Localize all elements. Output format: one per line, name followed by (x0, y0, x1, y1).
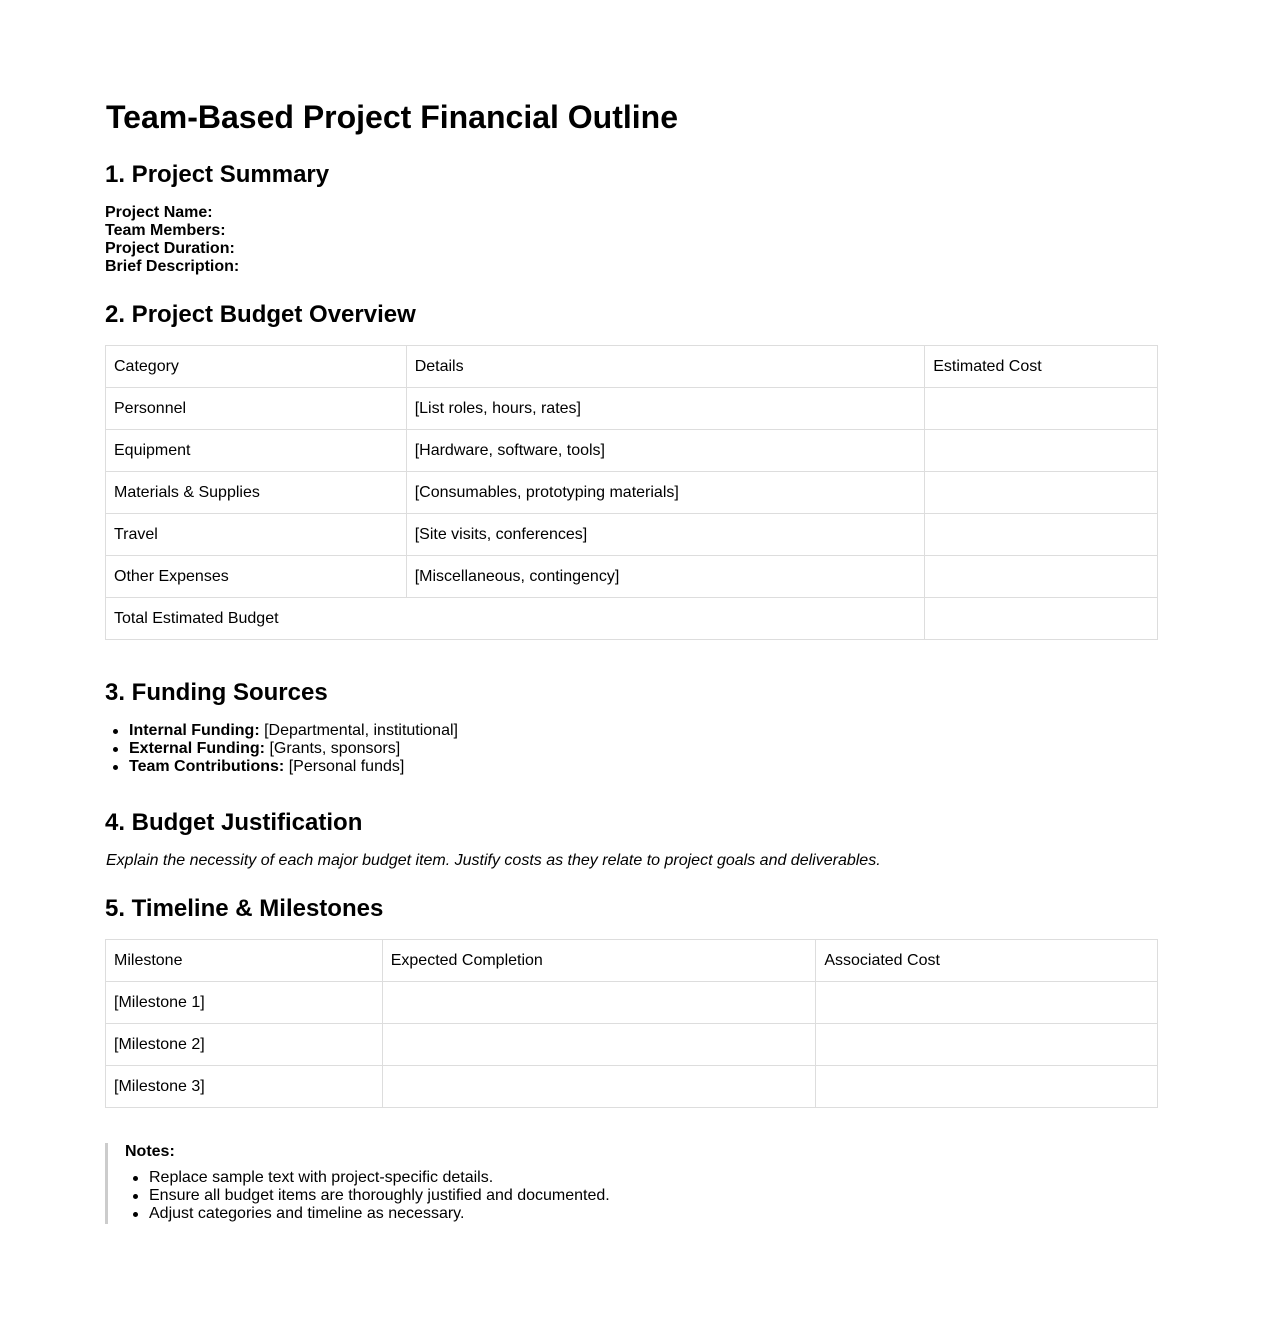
list-item (105, 740, 458, 758)
table-row (106, 1066, 1158, 1108)
document-title: Team-Based Project Financial Outline (106, 99, 678, 135)
funding-label: Internal Funding: (129, 722, 260, 739)
section-heading-justification: 4. Budget Justification (105, 809, 363, 836)
table-row (106, 556, 1158, 598)
project-summary-fields (105, 204, 239, 276)
header-cell-category: Category (106, 346, 407, 388)
funding-value: [Personal funds] (284, 758, 405, 775)
funding-value: [Grants, sponsors] (265, 740, 401, 757)
table-header-row (106, 940, 1158, 982)
table-row (106, 982, 1158, 1024)
funding-label: External Funding: (129, 740, 265, 757)
header-cell-details: Details (406, 346, 925, 388)
category-cell: Equipment (106, 430, 407, 472)
estimated-cost-cell (925, 388, 1158, 430)
total-label-cell: Total Estimated Budget (106, 598, 925, 640)
brief-description-field: Brief Description: (105, 258, 240, 275)
team-members-field: Team Members: (105, 222, 226, 239)
funding-value: [Departmental, institutional] (259, 722, 458, 739)
category-cell: Materials & Supplies (106, 472, 407, 514)
details-cell: [Consumables, prototyping materials] (406, 472, 925, 514)
table-row (106, 388, 1158, 430)
estimated-cost-cell (925, 514, 1158, 556)
project-duration-field: Project Duration: (105, 240, 235, 257)
milestone-cell: [Milestone 1] (106, 982, 383, 1024)
list-item: Replace sample text with project-specific details. (125, 1169, 610, 1187)
list-item: Adjust categories and timeline as necessary. (125, 1205, 610, 1223)
table-row (106, 514, 1158, 556)
details-cell: [Miscellaneous, contingency] (406, 556, 925, 598)
expected-completion-cell (382, 1066, 816, 1108)
estimated-cost-cell (925, 430, 1158, 472)
category-cell: Personnel (106, 388, 407, 430)
list-item (105, 722, 458, 740)
details-cell: [List roles, hours, rates] (406, 388, 925, 430)
timeline-table (105, 939, 1158, 1108)
notes-title: Notes: (125, 1143, 175, 1160)
table-row (106, 430, 1158, 472)
funding-sources-list (105, 722, 458, 776)
table-header-row (106, 346, 1158, 388)
list-item (105, 758, 458, 776)
expected-completion-cell (382, 982, 816, 1024)
table-row (106, 1024, 1158, 1066)
expected-completion-cell (382, 1024, 816, 1066)
list-item: Ensure all budget items are thoroughly justified and documented. (125, 1187, 610, 1205)
section-heading-summary: 1. Project Summary (105, 161, 330, 188)
header-cell-associated-cost: Associated Cost (816, 940, 1158, 982)
associated-cost-cell (816, 1024, 1158, 1066)
total-value-cell (925, 598, 1158, 640)
notes-box (105, 1143, 705, 1224)
details-cell: [Hardware, software, tools] (406, 430, 925, 472)
section-heading-funding: 3. Funding Sources (105, 679, 328, 706)
budget-table (105, 345, 1158, 640)
section-heading-timeline: 5. Timeline & Milestones (105, 895, 384, 922)
section-heading-budget: 2. Project Budget Overview (105, 301, 416, 328)
estimated-cost-cell (925, 556, 1158, 598)
milestone-cell: [Milestone 3] (106, 1066, 383, 1108)
project-name-field: Project Name: (105, 204, 213, 221)
header-cell-estimated-cost: Estimated Cost (925, 346, 1158, 388)
associated-cost-cell (816, 1066, 1158, 1108)
estimated-cost-cell (925, 472, 1158, 514)
header-cell-expected-completion: Expected Completion (382, 940, 816, 982)
header-cell-milestone: Milestone (106, 940, 383, 982)
associated-cost-cell (816, 982, 1158, 1024)
justification-text: Explain the necessity of each major budget item. Justify costs as they relate to project goals and deliverables. (106, 852, 881, 869)
milestone-cell: [Milestone 2] (106, 1024, 383, 1066)
details-cell: [Site visits, conferences] (406, 514, 925, 556)
total-row (106, 598, 1158, 640)
category-cell: Travel (106, 514, 407, 556)
funding-label: Team Contributions: (129, 758, 285, 775)
table-row (106, 472, 1158, 514)
category-cell: Other Expenses (106, 556, 407, 598)
notes-list (125, 1169, 610, 1223)
